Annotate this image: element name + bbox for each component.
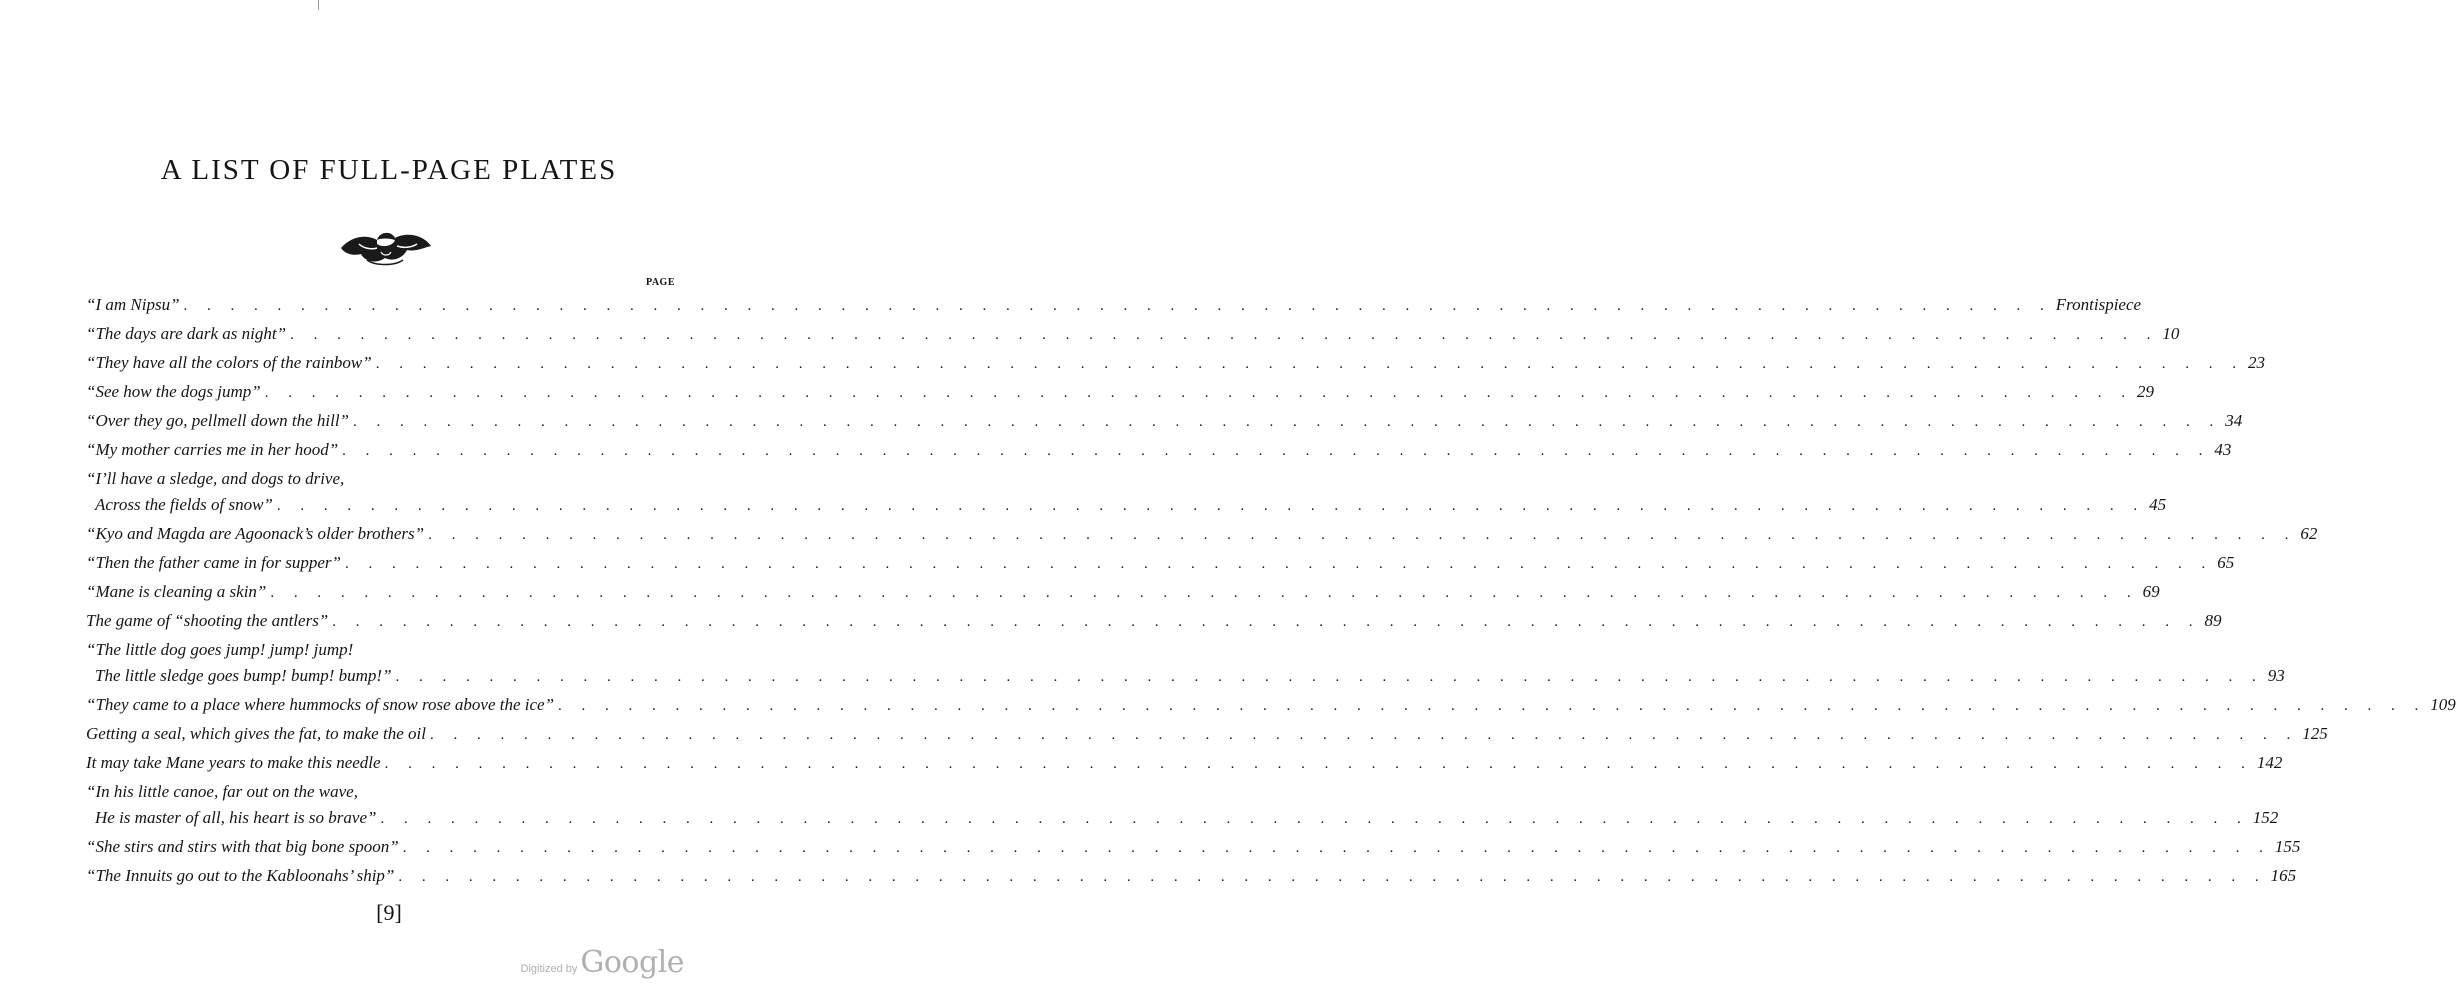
plate-caption: “The days are dark as night” (86, 324, 287, 343)
plate-caption: It may take Mane years to make this needle (86, 753, 381, 772)
plate-entry (86, 863, 2297, 892)
plate-page-number: 45 (2149, 495, 2167, 514)
plate-page-number: 62 (2300, 524, 2318, 543)
plate-caption: “My mother carries me in her hood” (86, 440, 339, 459)
plate-entry (86, 379, 2154, 408)
plate-caption: The little sledge goes bump! bump! bump!” (95, 666, 392, 685)
plate-entry (86, 321, 2180, 350)
page-title: A LIST OF FULL-PAGE PLATES (160, 154, 618, 186)
plate-caption: He is master of all, his heart is so brave” (95, 808, 377, 827)
plate-page-number: 65 (2217, 553, 2235, 572)
plate-caption: The game of “shooting the antlers” (86, 611, 329, 630)
dot-leader: . . . . . . . . . . . . . . . . . . . . . . . . . . . . . . . . . . . . . . . . . . . . . . . . . . . . . . . . . . . . . . . . . . . . . . . . . . . . . . . . (290, 327, 2159, 343)
plate-caption: “In his little canoe, far out on the wave, (86, 782, 358, 801)
plate-caption: “They have all the colors of the rainbow” (86, 353, 372, 372)
plate-entry (86, 721, 2328, 750)
plate-caption: “She stirs and stirs with that big bone spoon” (86, 837, 399, 856)
plate-caption: “Mane is cleaning a skin” (86, 582, 267, 601)
plate-entry (86, 466, 2167, 521)
plate-entry (86, 608, 2222, 637)
plate-caption: “Then the father came in for supper” (86, 553, 341, 572)
plate-caption: “Over they go, pellmell down the hill” (86, 411, 349, 430)
plate-entry (86, 408, 2243, 437)
plate-page-number: 142 (2256, 753, 2283, 772)
dot-leader: . . . . . . . . . . . . . . . . . . . . . . . . . . . . . . . . . . . . . . . . . . . . . . . . . . . . . . . . . . . . . . . . . . . . . . . . . . . . . . . . (558, 698, 2427, 714)
plate-caption: “I’ll have a sledge, and dogs to drive, (86, 469, 345, 488)
plate-page-number: 155 (2274, 837, 2301, 856)
plate-caption: “They came to a place where hummocks of snow rose above the ice” (86, 695, 555, 714)
dot-leader: . . . . . . . . . . . . . . . . . . . . . . . . . . . . . . . . . . . . . . . . . . . . . . . . . . . . . . . . . . . . . . . . . . . . . . . . . . . . . . . . (380, 811, 2249, 827)
plate-caption: Across the fields of snow” (95, 495, 273, 514)
google-logo: Google (580, 945, 684, 980)
page-folio: [9] (376, 900, 402, 925)
plate-entry (86, 637, 2285, 692)
plate-page-number: 29 (2136, 382, 2154, 401)
plate-entry (86, 579, 2160, 608)
page-column-header: PAGE (645, 277, 675, 288)
plate-entry (86, 437, 2232, 466)
plate-caption: “Kyo and Magda are Agoonack’s older brothers” (86, 524, 425, 543)
dot-leader: . . . . . . . . . . . . . . . . . . . . . . . . . . . . . . . . . . . . . . . . . . . . . . . . . . . . . . . . . . . . . . . . . . . . . . . . . . . . . . . . (264, 385, 2133, 401)
dot-leader: . . . . . . . . . . . . . . . . . . . . . . . . . . . . . . . . . . . . . . . . . . . . . . . . . . . . . . . . . . . . . . . . . . . . . . . . . . . . . . . . (332, 614, 2201, 630)
dot-leader: . . . . . . . . . . . . . . . . . . . . . . . . . . . . . . . . . . . . . . . . . . . . . . . . . . . . . . . . . . . . . . . . . . . . . . . . . . . . . . . . (395, 669, 2264, 685)
plate-page-number: 89 (2204, 611, 2222, 630)
scan-edge-mark (318, 0, 319, 10)
dot-leader: . . . . . . . . . . . . . . . . . . . . . . . . . . . . . . . . . . . . . . . . . . . . . . . . . . . . . . . . . . . . . . . . . . . . . . . . . . . . . . . . (402, 840, 2271, 856)
plate-entry (86, 521, 2318, 550)
plate-page-number: 34 (2225, 411, 2243, 430)
plate-entry (86, 350, 2265, 379)
dot-leader: . . . . . . . . . . . . . . . . . . . . . . . . . . . . . . . . . . . . . . . . . . . . . . . . . . . . . . . . . . . . . . . . . . . . . . . . . . . . . . . . (270, 585, 2139, 601)
plate-caption: “I am Nipsu” (86, 295, 180, 314)
dot-leader: . . . . . . . . . . . . . . . . . . . . . . . . . . . . . . . . . . . . . . . . . . . . . . . . . . . . . . . . . . . . . . . . . . . . . . . . . . . . . . . . (342, 443, 2211, 459)
plate-entry (86, 750, 2283, 779)
plate-page-number: Frontispiece (2055, 295, 2142, 314)
dot-leader: . . . . . . . . . . . . . . . . . . . . . . . . . . . . . . . . . . . . . . . . . . . . . . . . . . . . . . . . . . . . . . . . . . . . . . . . . . . . . . . . (183, 298, 2052, 314)
plate-page-number: 165 (2270, 866, 2297, 885)
plate-caption: “The little dog goes jump! jump! jump! (86, 640, 354, 659)
watermark-prefix: Digitized by (520, 963, 578, 975)
dot-leader: . . . . . . . . . . . . . . . . . . . . . . . . . . . . . . . . . . . . . . . . . . . . . . . . . . . . . . . . . . . . . . . . . . . . . . . . . . . . . . . . (428, 527, 2297, 543)
dot-leader: . . . . . . . . . . . . . . . . . . . . . . . . . . . . . . . . . . . . . . . . . . . . . . . . . . . . . . . . . . . . . . . . . . . . . . . . . . . . . . . . (429, 727, 2299, 743)
plate-page-number: 93 (2267, 666, 2285, 685)
plate-page-number: 125 (2302, 724, 2328, 743)
plate-page-number: 109 (2430, 695, 2456, 714)
dot-leader: . . . . . . . . . . . . . . . . . . . . . . . . . . . . . . . . . . . . . . . . . . . . . . . . . . . . . . . . . . . . . . . . . . . . . . . . . . . . . . . . (353, 414, 2222, 430)
decorative-flower-ornament-icon (337, 218, 433, 268)
plate-page-number: 23 (2247, 353, 2265, 372)
plate-caption: Getting a seal, which gives the fat, to make the oil (86, 724, 426, 743)
plate-entry (86, 779, 2279, 834)
plate-page-number: 10 (2162, 324, 2180, 343)
digitized-watermark (521, 945, 685, 980)
plate-entry (86, 550, 2235, 579)
dot-leader: . . . . . . . . . . . . . . . . . . . . . . . . . . . . . . . . . . . . . . . . . . . . . . . . . . . . . . . . . . . . . . . . . . . . . . . . . . . . . . . . (384, 756, 2253, 772)
plates-list (86, 292, 2456, 892)
dot-leader: . . . . . . . . . . . . . . . . . . . . . . . . . . . . . . . . . . . . . . . . . . . . . . . . . . . . . . . . . . . . . . . . . . . . . . . . . . . . . . . . (345, 556, 2214, 572)
plate-page-number: 43 (2214, 440, 2232, 459)
dot-leader: . . . . . . . . . . . . . . . . . . . . . . . . . . . . . . . . . . . . . . . . . . . . . . . . . . . . . . . . . . . . . . . . . . . . . . . . . . . . . . . . (375, 356, 2244, 372)
plate-entry (86, 692, 2456, 721)
plate-caption: “See how the dogs jump” (86, 382, 261, 401)
plate-entry (86, 292, 2142, 321)
plate-page-number: 69 (2142, 582, 2160, 601)
plate-caption: “The Innuits go out to the Kabloonahs’ ship” (86, 866, 395, 885)
plate-entry (86, 834, 2301, 863)
plate-page-number: 152 (2252, 808, 2279, 827)
dot-leader: . . . . . . . . . . . . . . . . . . . . . . . . . . . . . . . . . . . . . . . . . . . . . . . . . . . . . . . . . . . . . . . . . . . . . . . . . . . . . . . . (398, 869, 2267, 885)
dot-leader: . . . . . . . . . . . . . . . . . . . . . . . . . . . . . . . . . . . . . . . . . . . . . . . . . . . . . . . . . . . . . . . . . . . . . . . . . . . . . . . . (276, 498, 2146, 514)
